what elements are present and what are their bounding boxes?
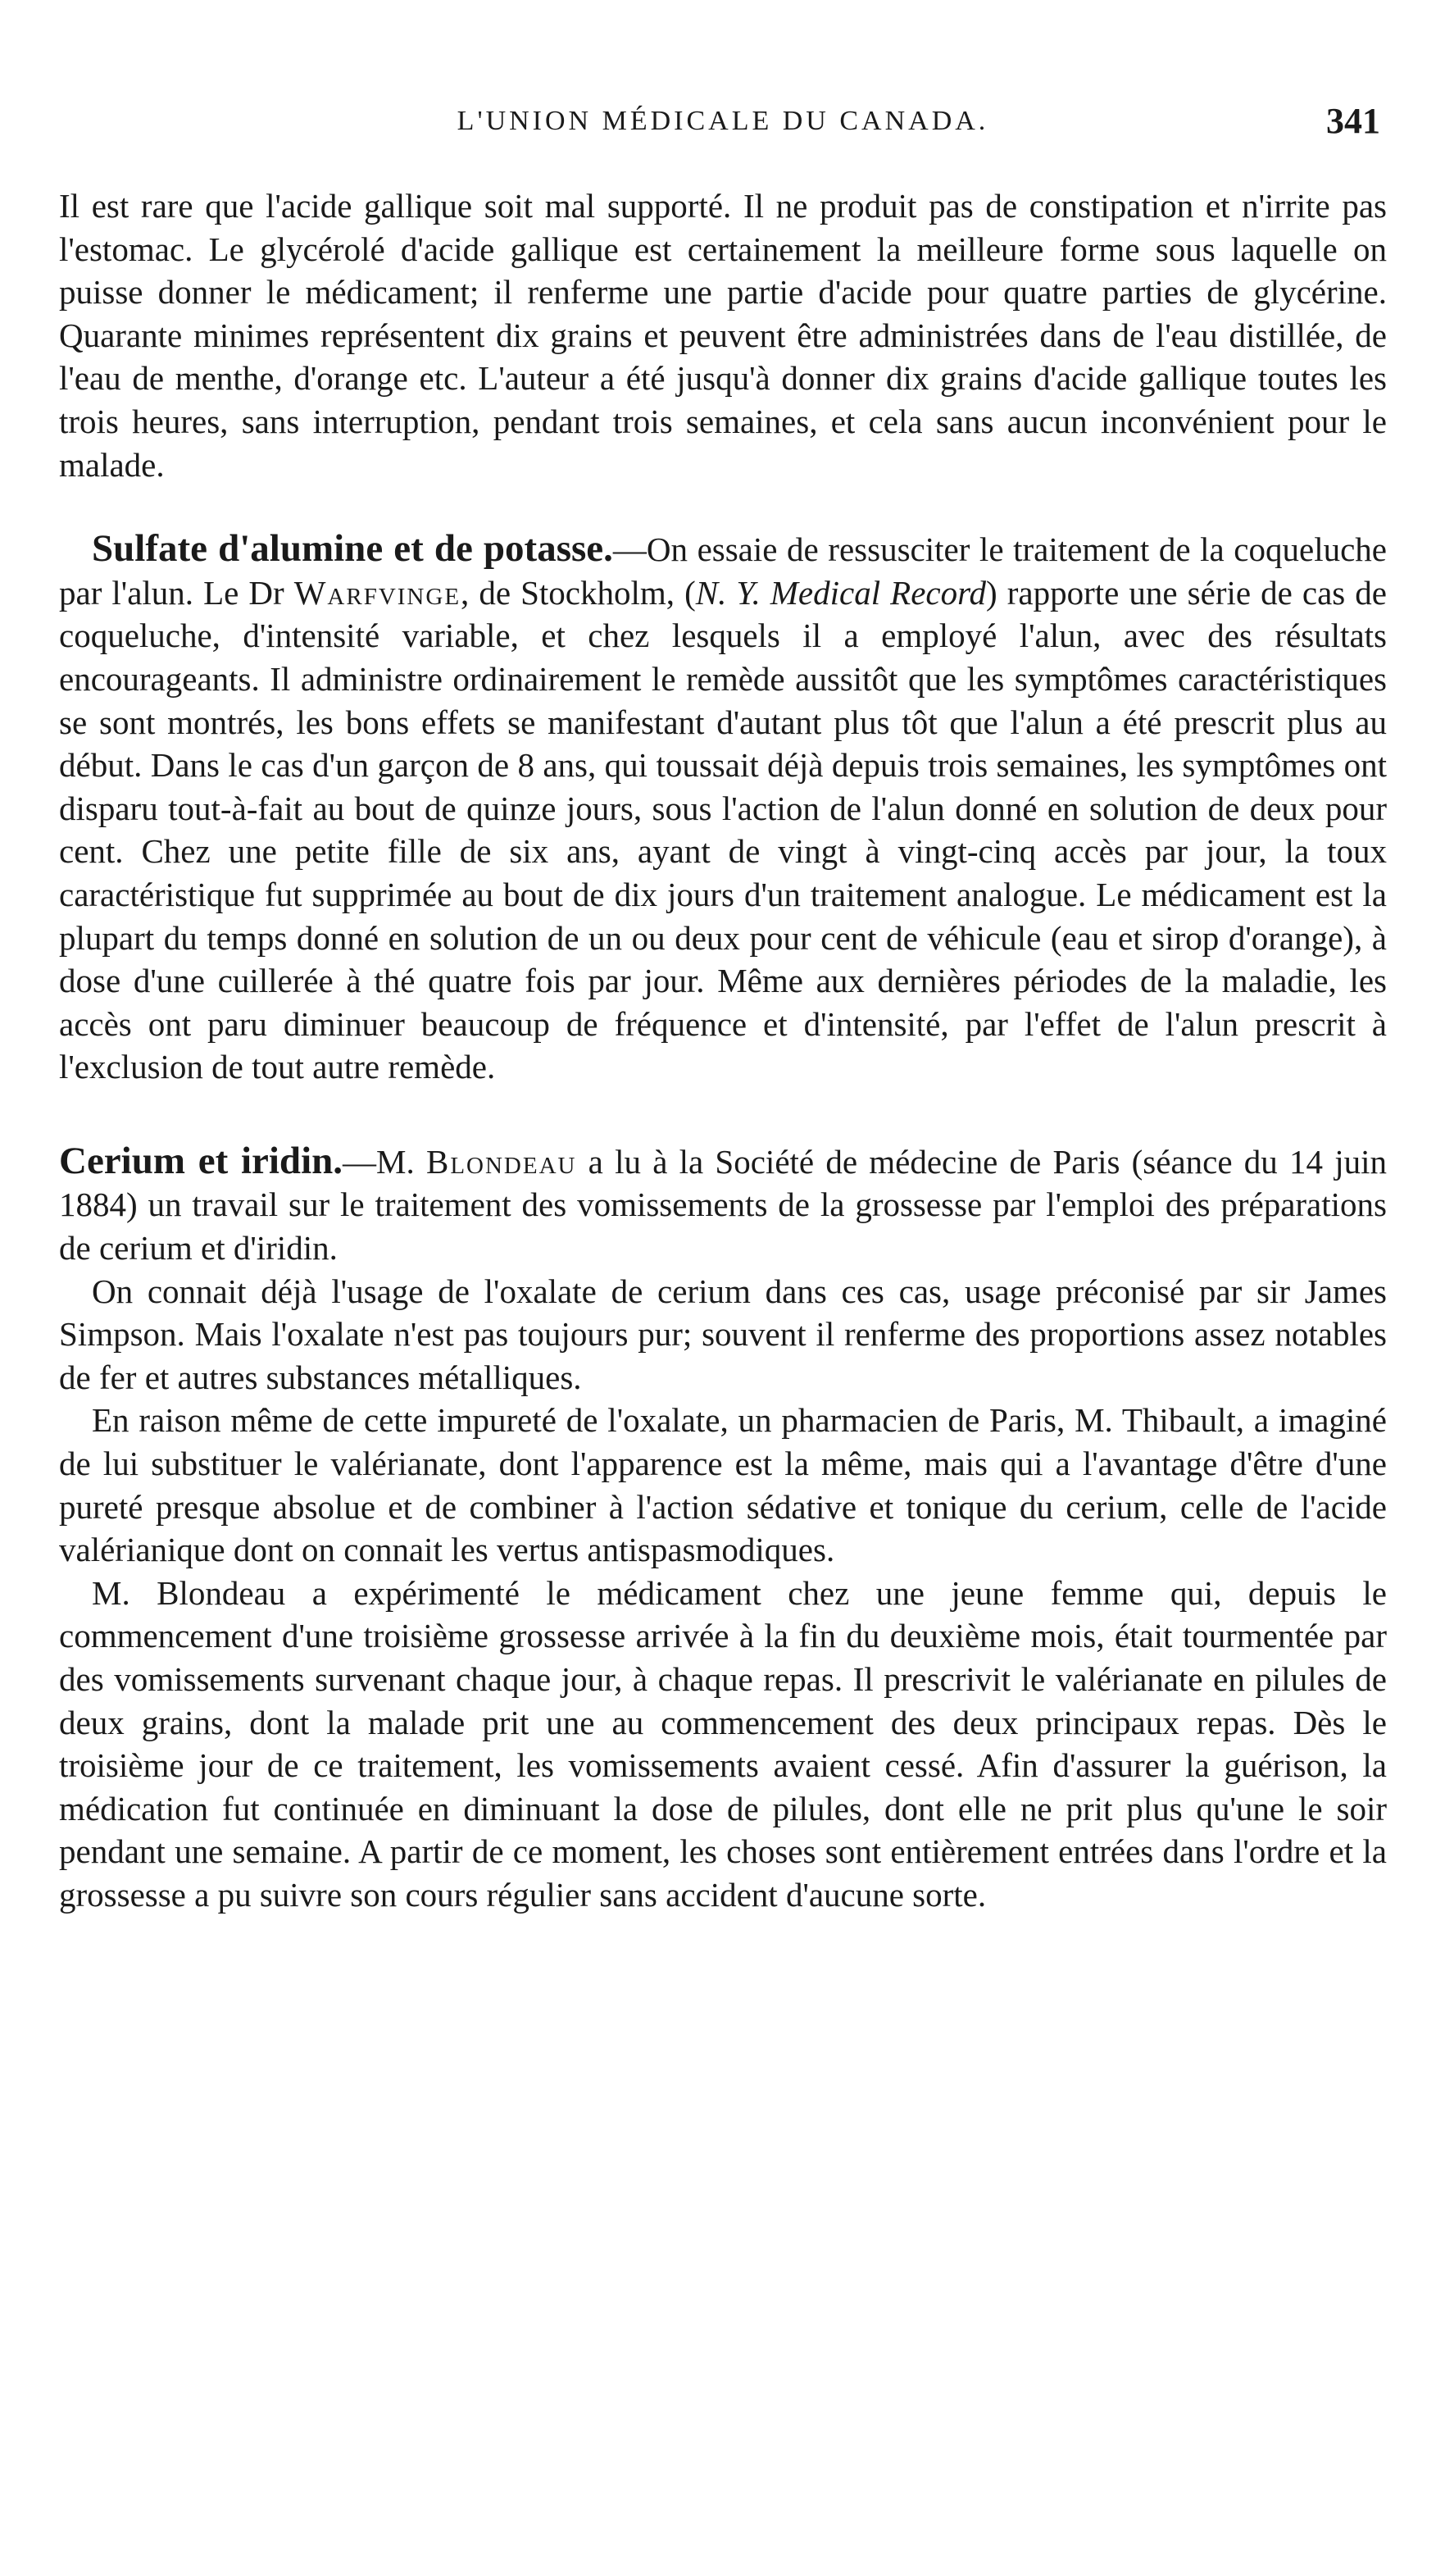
sulfate-text-a: —On essaie de ressusciter le traitement de la coqueluche par l'alun. Le Dr <box>59 530 1387 612</box>
cerium-text-b: a lu à la Société de médecine de Paris (séance du 14 juin 1884) un travail sur le traitement des vomissements de la grossesse par l'emploi des préparations de cerium et d'iridin. <box>59 1142 1387 1268</box>
article-body <box>59 184 1387 1917</box>
cerium-paragraph-valerianate: En raison même de cette impureté de l'oxalate, un pharmacien de Paris, M. Thibault, a imaginé de lui substituer le valérianate, dont l'apparence est la même, mais qui a l'avantage d'être d'une pureté presque absolue et de combiner à l'action sédative et tonique du cerium, celle de l'acide valérianique dont on connait les vertus antispasmodiques. <box>59 1401 1387 1569</box>
sulfate-text-c: ) rapporte une série de cas de coqueluche, d'intensité variable, et chez lesquels il a employé l'alun, avec des résultats encourageants. Il administre ordinairement le remède aussitôt que les symptômes caractéristiques se sont montrés, les bons effets se manifestant d'autant plus tôt que l'alun a été prescrit plus au début. Dans le cas d'un garçon de 8 ans, qui toussait déjà depuis trois semaines, les symptômes ont disparu tout-à-fait au bout de quinze jours, sous l'action de l'alun donné en solution de deux pour cent. Chez une petite fille de six ans, ayant de vingt à vingt-cinq accès par jour, la toux caractéristique fut supprimée au bout de dix jours d'un traitement analogue. Le médicament est la plupart du temps donné en solution de un ou deux pour cent de véhicule (eau et sirop d'orange), à dose d'une cuillerée à thé quatre fois par jour. Même aux dernières périodes de la maladie, les accès ont paru diminuer beaucoup de fréquence et d'intensité, par l'effet de l'alun prescrit à l'exclusion de tout autre remède. <box>59 573 1387 1086</box>
sulfate-section <box>59 527 1387 1089</box>
running-title: L'UNION MÉDICALE DU CANADA. <box>457 106 989 136</box>
author-warfvinge: Warfvinge <box>293 573 461 612</box>
cerium-paragraph-oxalate: On connait déjà l'usage de l'oxalate de cerium dans ces cas, usage préconisé par sir James Simpson. Mais l'oxalate n'est pas toujours pur; souvent il renferme des proportions assez notables de fer et autres substances métalliques. <box>59 1272 1387 1396</box>
cerium-section <box>59 1140 1387 1270</box>
cerium-paragraph-case: M. Blondeau a expérimenté le médicament chez une jeune femme qui, depuis le commencement d'une troisième grossesse arrivée à la fin du deuxième mois, était tourmentée par des vomissements survenant chaque jour, à chaque repas. Il prescrivit le valérianate en pilules de deux grains, dont la malade prit une au commencement des deux principaux repas. Dès le troisième jour de ce traitement, les vomissements avaient cessé. Afin d'assurer la guérison, la médication fut continuée en diminuant la dose de pilules, dont elle ne prit plus qu'une le soir pendant une semaine. A partir de ce moment, les choses sont entièrement entrées dans l'ordre et la grossesse a pu suivre son cours régulier sans accident d'aucune sorte. <box>59 1573 1387 1914</box>
section-heading-cerium: Cerium et iridin. <box>59 1139 343 1182</box>
author-blondeau: Blondeau <box>425 1142 577 1181</box>
running-header <box>59 97 1387 146</box>
journal-citation: N. Y. Medical Record <box>695 573 987 612</box>
page-number: 341 <box>1326 101 1380 141</box>
gallic-acid-paragraph: Il est rare que l'acide gallique soit mal supporté. Il ne produit pas de constipation et n'irrite pas l'estomac. Le glycérolé d'acide gallique est certainement la meilleure forme sous laquelle on puisse donner le médicament; il renferme une partie d'acide pour quatre parties de glycérine. Quarante minimes représentent dix grains et peuvent être administrées dans de l'eau distillée, de l'eau de menthe, d'orange etc. L'auteur a été jusqu'à donner dix grains d'acide gallique toutes les trois heures, sans interruption, pendant trois semaines, et cela sans aucun inconvénient pour le malade. <box>59 187 1387 484</box>
sulfate-text-b: , de Stockholm, ( <box>461 573 696 612</box>
cerium-text-a: —M. <box>343 1142 426 1181</box>
section-heading-sulfate: Sulfate d'alumine et de potasse. <box>92 527 613 571</box>
